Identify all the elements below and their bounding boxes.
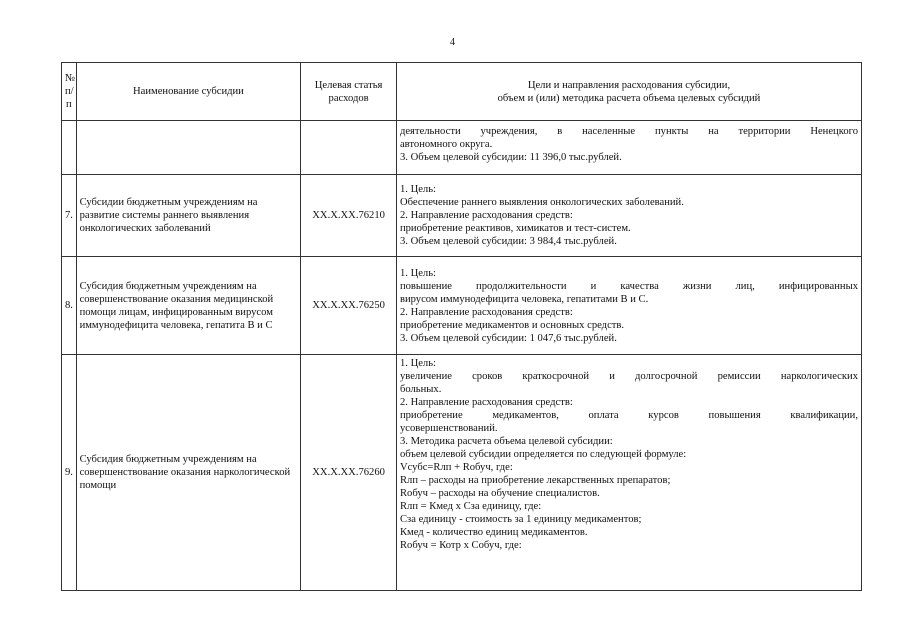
row-name: Субсидия бюджетным учреждениям на совершенствование оказания медицинской помощи лицам, инфицированным вирусом иммунодефицита человека, гепатита В и С [76,257,301,355]
header-name: Наименование субсидии [76,63,301,121]
header-num: № п/ п [62,63,77,121]
table-row [62,175,862,257]
row-description: деятельности учреждения, в населенные пункты на территории Ненецкого автономного округа. 3. Объем целевой субсидии: 11 396,0 тыс.рублей. [396,121,861,175]
table-row [62,257,862,355]
row-num: 7. [62,175,77,257]
subsidy-table [61,62,862,591]
page-number: 4 [450,37,455,48]
table-header-row [62,63,862,121]
row-name: Субсидия бюджетным учреждениям на совершенствование оказания наркологической помощи [76,355,301,591]
row-code: ХХ.Х.ХХ.76210 [301,175,397,257]
table-row [62,355,862,591]
row-description: 1. Цель: увеличение сроков краткосрочной и долгосрочной ремиссии наркологических больных. 2. Направление расходования средств: приобретение медикаментов, оплата курсов повышения квалификации, усовершенствований. 3. Методика расчета объема целевой субсидии: объем целевой субсидии определяется по следующей формуле: Vсубс=Rлп + Rобуч, где: Rлп – расходы на приобретение лекарственных препаратов; Rобуч – расходы на обучение специалистов. Rлп = Кмед х Сза единицу, где: Сза единицу - стоимость за 1 единицу медикаментов; Кмед - количество единиц медикаментов. Rобуч = Котр х Собуч, где: [396,355,861,591]
row-code [301,121,397,175]
row-num [62,121,77,175]
row-num: 8. [62,257,77,355]
header-goals: Цели и направления расходования субсидии, объем и (или) методика расчета объема целевых субсидий [396,63,861,121]
row-code: ХХ.Х.ХХ.76260 [301,355,397,591]
row-description: 1. Цель: повышение продолжительности и качества жизни лиц, инфицированных вирусом иммунодефицита человека, гепатитами В и С. 2. Направление расходования средств: приобретение медикаментов и основных средств. 3. Объем целевой субсидии: 1 047,6 тыс.рублей. [396,257,861,355]
row-description: 1. Цель: Обеспечение раннего выявления онкологических заболеваний. 2. Направление расходования средств: приобретение реактивов, химикатов и тест-систем. 3. Объем целевой субсидии: 3 984,4 тыс.рублей. [396,175,861,257]
row-name [76,121,301,175]
row-num: 9. [62,355,77,591]
table-row [62,121,862,175]
row-code: ХХ.Х.ХХ.76250 [301,257,397,355]
row-name: Субсидии бюджетным учреждениям на развитие системы раннего выявления онкологических заболеваний [76,175,301,257]
header-code: Целевая статья расходов [301,63,397,121]
